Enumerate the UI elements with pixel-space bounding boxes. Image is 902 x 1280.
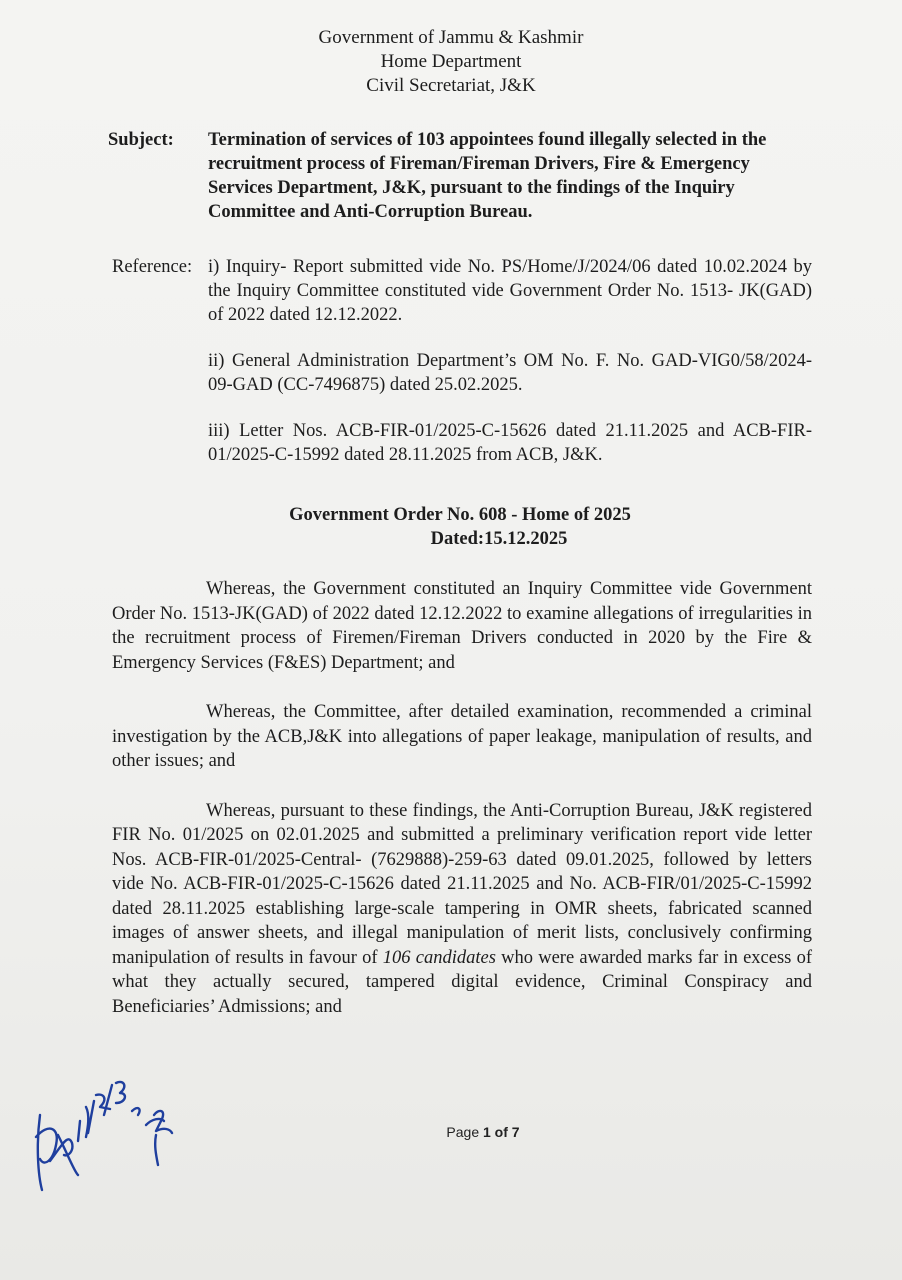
order-heading: [0, 503, 902, 551]
paragraph-3-text-b: who were awarded marks far in excess of what they actually secured, tampered digital evidence, Criminal Conspiracy and Beneficiaries’ Admissions; and: [112, 947, 813, 1017]
paragraph-3-text-a: Whereas, pursuant to these findings, the Anti-Corruption Bureau, J&K registered FIR No. 01/2025 on 02.01.2025 and submitted a preliminary verification report vide letter Nos. ACB-FIR-01/2025-Central- (7629888)-259-63 dated 09.01.2025, followed by letters vide No. ACB-FIR-01/2025-C-15626 dated 21.11.2025 and No. ACB-FIR/01/2025-C-15992 dated 28.11.2025 establishing large-scale tampering in OMR sheets, fabricated scanned images of answer sheets, and illegal manipulation of merit lists, conclusively confirming manipulation of results in favour of: [112, 800, 812, 968]
reference-item: ii) General Administration Department’s OM No. F. No. GAD-VIG0/58/2024-09-GAD (CC-7496875) dated 25.02.2025.: [208, 351, 812, 395]
paragraph-1: Whereas, the Government constituted an Inquiry Committee vide Government Order No. 1513-JK(GAD) of 2022 dated 12.12.2022 to examine allegations of irregularities in the recruitment process of Firemen/Fireman Drivers conducted in 2020 by the Fire & Emergency Services (F&ES) Department; and: [112, 579, 812, 673]
page-total: 7: [511, 1124, 520, 1140]
handwritten-signature-icon: [28, 1075, 188, 1200]
candidate-count-emphasis: 106 candidates: [382, 947, 496, 968]
page-of: of: [490, 1124, 512, 1140]
government-name: Government of Jammu & Kashmir: [318, 27, 584, 48]
page-current: 1: [483, 1124, 491, 1140]
page-number: [382, 1124, 519, 1140]
reference-list: [208, 255, 812, 467]
reference-item: iii) Letter Nos. ACB-FIR-01/2025-C-15626 dated 21.11.2025 and ACB-FIR- 01/2025-C-15992 dated 28.11.2025 from ACB, J&K.: [208, 421, 812, 465]
secretariat-name: Civil Secretariat, J&K: [366, 75, 536, 96]
reference-label: Reference:: [112, 257, 193, 277]
paragraph-3: [112, 799, 812, 1020]
letterhead: [0, 26, 902, 98]
order-date: Dated:15.12.2025: [430, 529, 568, 549]
subject-label: Subject:: [108, 130, 174, 150]
paragraph-2: Whereas, the Committee, after detailed examination, recommended a criminal investigation by the ACB,J&K into allegations of paper leakage, manipulation of results, and other issues; and: [112, 702, 812, 771]
subject-block: [108, 128, 808, 224]
department-name: Home Department: [380, 51, 522, 72]
subject-text: Termination of services of 103 appointees found illegally selected in the recruitment process of Fireman/Fireman Drivers, Fire & Emergency Services Department, J&K, pursuant to the findings of the Inquiry Committee and Anti-Corruption Bureau.: [208, 130, 767, 222]
order-number: Government Order No. 608 - Home of 2025: [289, 505, 631, 525]
reference-item: i) Inquiry- Report submitted vide No. PS/Home/J/2024/06 dated 10.02.2024 by the Inquiry Committee constituted vide Government Order No. 1513- JK(GAD) of 2022 dated 12.12.2022.: [208, 257, 812, 325]
page-prefix: Page: [446, 1124, 483, 1140]
order-body: [112, 577, 812, 1044]
reference-block: [112, 255, 812, 467]
